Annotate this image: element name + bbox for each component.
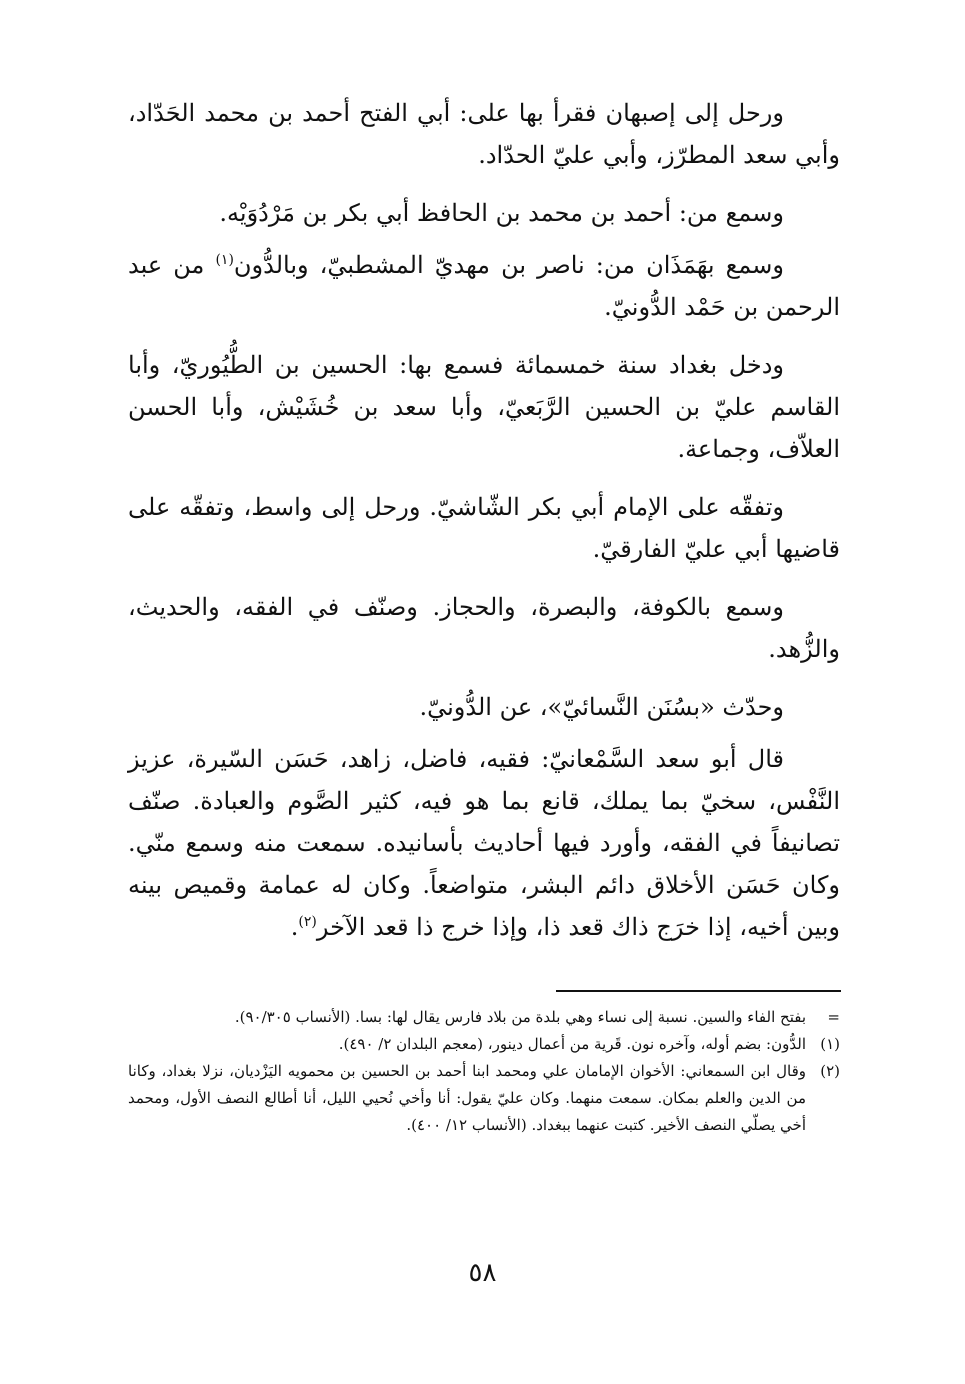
paragraph-ibn-marduyah: وسمع من: أحمد بن محمد بن الحافظ أبي بكر بن مَرْدُوَيْه. — [219, 199, 784, 227]
paragraph-baghdad: ودخل بغداد سنة خمسمائة فسمع بها: الحسين بن الطُّيُوريّ، وأبا القاسم عليّ بن الحسين الرَّبَعيّ، وأبا سعد بن خُشَيْش، وأبا الحسن العلاّف، وجماعة. — [128, 351, 840, 463]
paragraph-tafaqquh: وتفقّه على الإمام أبي بكر الشّاشيّ. ورحل إلى واسط، وتفقّه على قاضيها أبي عليّ الفارقيّ. — [128, 493, 840, 563]
footnote-1-text: الدُّون: بضم أوله، وآخره نون. قَرية من أعمال دينور، (معجم البلدان ٢/ ٤٩٠). — [338, 1035, 806, 1053]
paragraph-kufa: وسمع بالكوفة، والبصرة، والحجاز. وصنّف في الفقه، والحديث، والزُّهد. — [128, 593, 840, 663]
footnote-1-mark: (١) — [820, 1035, 840, 1053]
paragraph-hamadhan — [128, 244, 840, 328]
page-number: ٥٨ — [468, 1258, 497, 1288]
paragraph-samani-text: قال أبو سعد السَّمْعانيّ: فقيه، فاضل، زاهد، حَسَن السّيرة، عزيز النَّفْس، سخيّ بما يملك، قانع بما هو فيه، كثير الصَّوم والعبادة. صنّف تصانيفاً في الفقه، وأورد فيها أحاديث بأسانيده. سمعت منه وسمع منّي. وكان حَسَن الأخلاق دائم البشر، متواضعاً. وكان له عمامة وقميص بينه وبين أخيه، إذا خرَج ذاك قعد ذا، وإذا خرج ذا قعد الآخر — [128, 745, 840, 941]
footnote-continuation-text: بفتح الفاء والسين. نسبة إلى نساء وهي بلدة من بلاد فارس يقال لها: بسا. (الأنساب ٩٠/٣٠٥). — [234, 1008, 806, 1026]
footnote-2 — [128, 1058, 840, 1139]
paragraph-sunan: وحدّث «بسُنَن النَّسائيّ»، عن الدُّونيّ. — [419, 693, 784, 721]
paragraph-samani-text-end: . — [290, 913, 299, 941]
footnote-continuation-mark: = — [827, 1008, 840, 1026]
footnote-continuation — [128, 1004, 840, 1031]
footnote-1 — [128, 1031, 840, 1058]
paragraph-hamadhan-text: وسمع بهَمَذَان من: ناصر بن مهديّ المشطبيّ، وبالدُّون — [233, 251, 785, 279]
paragraph-isfahan: ورحل إلى إصبهان فقرأ بها على: أبي الفتح أحمد بن محمد الحَدّاد، وأبي سعد المطرّز، وأبي عليّ الحدّاد. — [128, 99, 840, 169]
footnote-separator — [556, 990, 841, 992]
footnote-2-mark: (٢) — [820, 1062, 840, 1080]
footnote-ref-2[interactable]: (٢) — [298, 914, 317, 930]
paragraph-samani-quote — [128, 738, 840, 948]
footnotes — [128, 1004, 840, 1139]
paragraph-hamadhan-text-end: من عبد الرحمن بن حَمْد الدُّونيّ. — [128, 251, 840, 321]
footnote-2-text: وقال ابن السمعاني: الأخوان الإمامان علي ومحمد ابنا أحمد بن الحسين بن محمويه اليَزْديان، نزلا بغداد، وكانا من الدين والعلم بمكان. سمعت منهما. وكان عليّ يقول: أنا وأخي نُحيي الليل، أنا أطالع النصف الأول، ومحمد أخي يصلّي النصف الأخير. كتبت عنهما ببغداد. (الأنساب ١٢/ ٤٠٠). — [128, 1062, 806, 1134]
main-text — [128, 92, 840, 964]
footnote-ref-1[interactable]: (١) — [215, 252, 234, 268]
